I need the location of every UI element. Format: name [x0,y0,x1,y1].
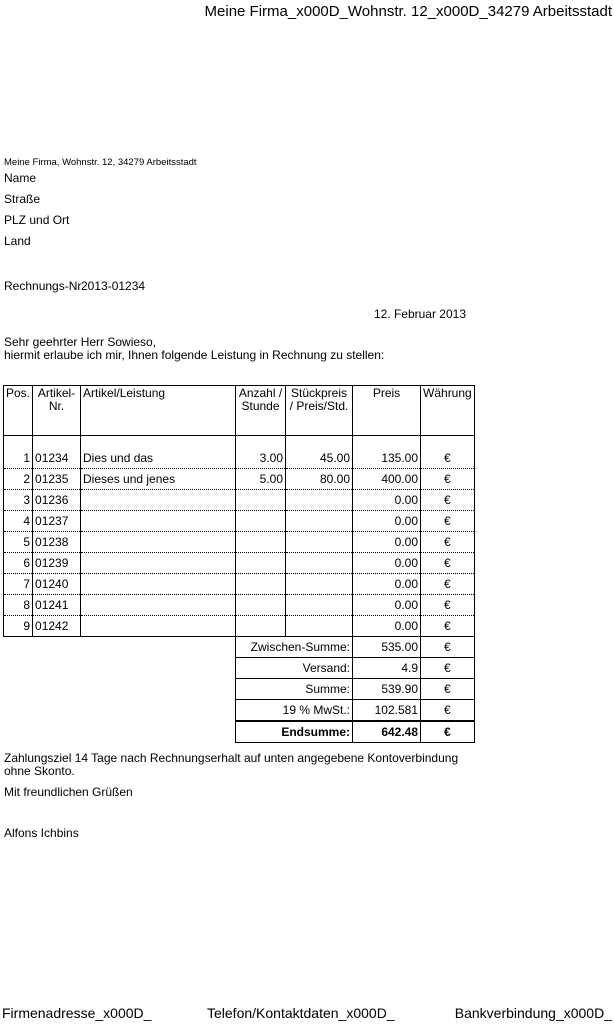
invoice-table [3,385,475,743]
table-row [4,616,475,637]
row-pos: 8 [4,595,33,616]
table-row [4,553,475,574]
row-pos: 1 [4,448,33,469]
row-currency: € [421,532,475,553]
intro-text: hiermit erlaube ich mir, Ihnen folgende Leistung in Rechnung zu stellen: [4,348,385,362]
row-article [81,595,236,616]
row-price: 0.00 [353,616,421,637]
row-article-number: 01239 [33,553,81,574]
row-quantity [236,574,286,595]
row-currency: € [421,574,475,595]
invoice-date: 12. Februar 2013 [373,307,466,321]
recipient-city: PLZ und Ort [4,213,70,227]
row-article-number: 01241 [33,595,81,616]
row-currency: € [421,448,475,469]
row-article-number: 01242 [33,616,81,637]
row-quantity [236,616,286,637]
row-pos: 9 [4,616,33,637]
row-unit-price [286,574,353,595]
signature: Alfons Ichbins [4,826,79,840]
row-article: Dies und das [81,448,236,469]
row-article: Dieses und jenes [81,469,236,490]
table-row [4,574,475,595]
summary-value: 4.9 [353,658,421,679]
summary-row [4,700,475,722]
row-currency: € [421,553,475,574]
row-price: 0.00 [353,595,421,616]
row-quantity [236,490,286,511]
header-article: Artikel/Leistung [81,386,236,436]
summary-currency: € [421,679,475,700]
total-label: Endsumme: [236,721,353,743]
summary-currency: € [421,637,475,658]
row-article [81,490,236,511]
row-currency: € [421,469,475,490]
row-pos: 6 [4,553,33,574]
summary-row [4,658,475,679]
row-quantity [236,553,286,574]
table-row [4,469,475,490]
payment-terms [4,752,458,778]
total-currency: € [421,721,475,743]
recipient-name: Name [4,171,37,185]
page-header: Meine Firma_x000D_Wohnstr. 12_x000D_34279 Arbeitsstadt [204,3,612,20]
row-quantity [236,595,286,616]
row-unit-price [286,532,353,553]
row-pos: 7 [4,574,33,595]
row-article-number: 01237 [33,511,81,532]
row-currency: € [421,490,475,511]
header-quantity: Anzahl / Stunde [236,386,286,436]
table-row [4,595,475,616]
row-currency: € [421,616,475,637]
summary-label: 19 % MwSt.: [236,700,353,722]
row-quantity [236,532,286,553]
row-price: 0.00 [353,490,421,511]
row-article-number: 01236 [33,490,81,511]
header-article-number: Artikel-Nr. [33,386,81,436]
payment-terms-line1: Zahlungsziel 14 Tage nach Rechnungserhalt auf unten angegebene Kontoverbindung [4,751,459,765]
row-pos: 5 [4,532,33,553]
summary-label: Zwischen-Summe: [236,637,353,658]
row-unit-price: 80.00 [286,469,353,490]
summary-value: 102.581 [353,700,421,722]
row-unit-price [286,553,353,574]
row-price: 400.00 [353,469,421,490]
header-pos: Pos. [4,386,33,436]
table-header-row [4,386,475,436]
row-article [81,553,236,574]
row-article [81,616,236,637]
greeting [4,336,384,362]
row-unit-price [286,490,353,511]
row-quantity [236,511,286,532]
summary-row [4,637,475,658]
table-row [4,532,475,553]
row-price: 0.00 [353,574,421,595]
footer-address: Firmenadresse_x000D_ [2,1005,152,1021]
row-quantity: 3.00 [236,448,286,469]
row-article-number: 01238 [33,532,81,553]
recipient-street: Straße [4,192,41,206]
row-pos: 2 [4,469,33,490]
table-row [4,511,475,532]
table-spacer-row [4,436,475,449]
recipient-country: Land [4,234,31,248]
header-price: Preis [353,386,421,436]
row-article [81,532,236,553]
row-article-number: 01234 [33,448,81,469]
row-article [81,511,236,532]
total-row [4,721,475,743]
row-pos: 4 [4,511,33,532]
row-unit-price [286,595,353,616]
row-article-number: 01235 [33,469,81,490]
row-price: 135.00 [353,448,421,469]
row-unit-price: 45.00 [286,448,353,469]
footer-bank: Bankverbindung_x000D_ [454,1005,612,1021]
summary-currency: € [421,700,475,722]
summary-label: Versand: [236,658,353,679]
row-unit-price [286,616,353,637]
header-unit-price: Stückpreis / Preis/Std. [286,386,353,436]
row-article [81,574,236,595]
sender-return-address: Meine Firma, Wohnstr. 12, 34279 Arbeitsstadt [4,157,197,168]
row-pos: 3 [4,490,33,511]
row-price: 0.00 [353,553,421,574]
row-unit-price [286,511,353,532]
summary-value: 539.90 [353,679,421,700]
header-currency: Währung [421,386,475,436]
table-row [4,448,475,469]
row-article-number: 01240 [33,574,81,595]
summary-label: Summe: [236,679,353,700]
row-price: 0.00 [353,511,421,532]
footer-contact: Telefon/Kontaktdaten_x000D_ [207,1005,395,1021]
total-value: 642.48 [353,721,421,743]
payment-terms-line2: ohne Skonto. [4,764,75,778]
invoice-number-label: Rechnungs-Nr [4,279,82,293]
regards: Mit freundlichen Grüßen [4,785,133,799]
table-row [4,490,475,511]
row-currency: € [421,511,475,532]
summary-value: 535.00 [353,637,421,658]
row-price: 0.00 [353,532,421,553]
summary-row [4,679,475,700]
row-quantity: 5.00 [236,469,286,490]
salutation: Sehr geehrter Herr Sowieso, [4,335,157,349]
summary-currency: € [421,658,475,679]
row-currency: € [421,595,475,616]
invoice-number: 2013-01234 [81,279,146,293]
